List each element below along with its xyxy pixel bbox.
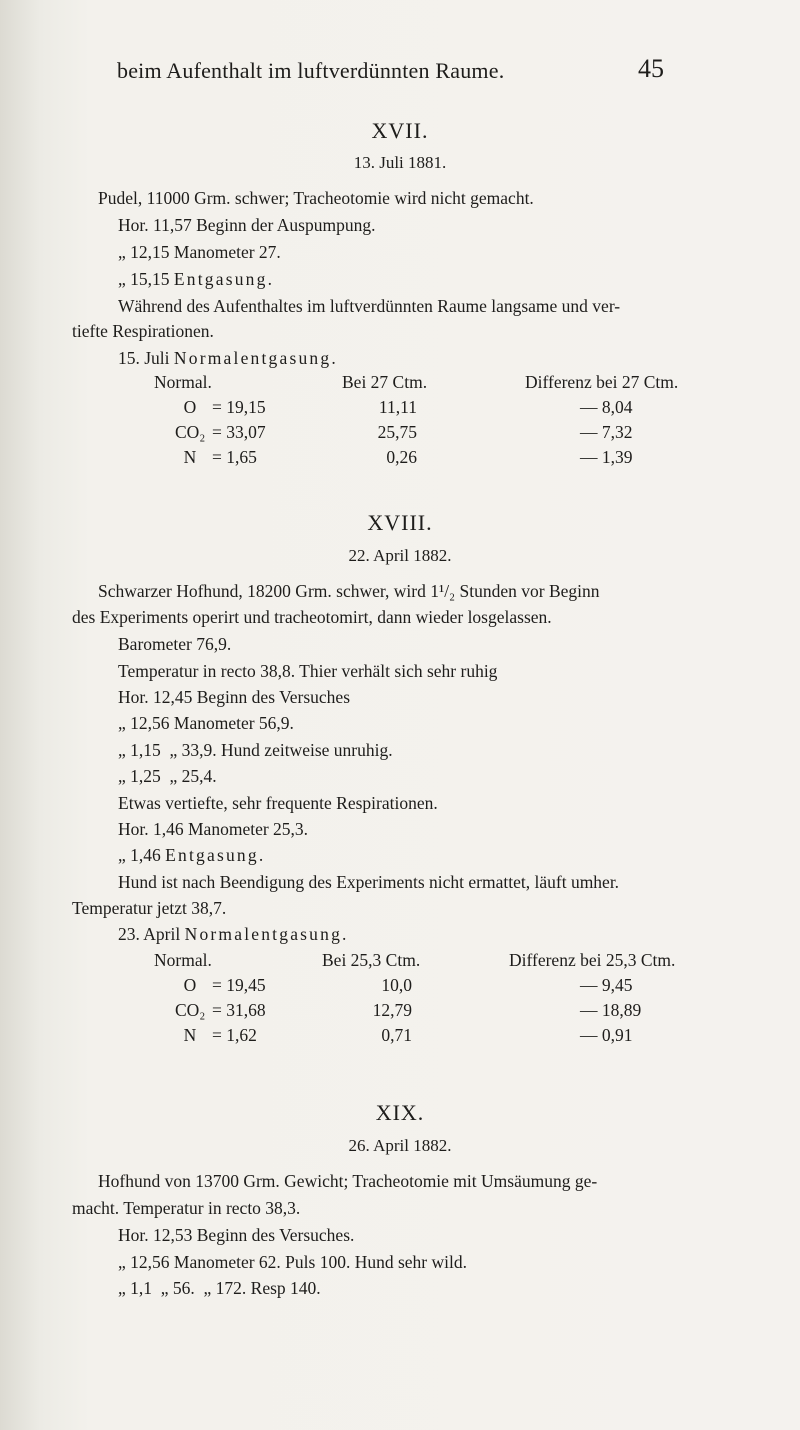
text-line: „ 12,15 Manometer 27. <box>118 242 281 262</box>
text-line: „ 1,25 „ 25,4. <box>118 766 217 786</box>
column-header: Differenz bei 25,3 Ctm. <box>509 950 676 970</box>
gas-label: N <box>183 1025 197 1045</box>
paragraph-line: macht. Temperatur in recto 38,3. <box>72 1198 301 1218</box>
date-prefix: 15. Juli <box>118 348 170 368</box>
column-header: Normal. <box>154 950 212 970</box>
column-header: Bei 25,3 Ctm. <box>322 950 421 970</box>
text-line: Hor. 1,46 Manometer 25,3. <box>118 819 309 839</box>
gas-label: CO₂ <box>175 1000 206 1020</box>
section-numeral: XVIII. <box>367 510 433 535</box>
experiment-date: 26. April 1882. <box>348 1136 452 1155</box>
column-header: Differenz bei 27 Ctm. <box>525 372 679 392</box>
text-line: „ 12,56 Manometer 56,9. <box>118 713 294 733</box>
normal-value: = 1,62 <box>212 1025 257 1045</box>
bei-value: 0,71 <box>381 1025 412 1045</box>
diff-value: — 7,32 <box>580 422 633 442</box>
gas-label: O <box>183 975 197 995</box>
section-numeral: XVII. <box>371 118 429 143</box>
normal-value: = 1,65 <box>212 447 257 467</box>
gas-label: O <box>183 397 197 417</box>
paragraph-line: tiefte Respirationen. <box>72 321 214 341</box>
bei-value: 0,26 <box>386 447 417 467</box>
normal-value: = 19,45 <box>212 975 266 995</box>
running-title: beim Aufenthalt im luftverdünnten Raume. <box>117 58 505 83</box>
text-line: „ 12,56 Manometer 62. Puls 100. Hund sehr wild. <box>118 1252 467 1272</box>
gas-table <box>0 372 800 482</box>
text-line: Barometer 76,9. <box>118 634 232 654</box>
paragraph-line: Temperatur jetzt 38,7. <box>72 898 227 918</box>
gas-label: CO₂ <box>175 422 206 442</box>
page-header <box>0 54 800 88</box>
normalentgasung-heading <box>118 348 338 369</box>
normalentgasung-heading <box>118 924 349 945</box>
time-entry: „ 15,15 <box>118 269 170 289</box>
text-line: Pudel, 11000 Grm. schwer; Tracheotomie wird nicht gemacht. <box>98 188 534 208</box>
bei-value: 11,11 <box>378 397 417 417</box>
text-line: „ 1,15 „ 33,9. Hund zeitweise unruhig. <box>118 740 393 760</box>
paragraph-line: Hund ist nach Beendigung des Experiments nicht ermattet, läuft umher. <box>118 872 620 892</box>
text-line <box>118 269 274 290</box>
normal-value: = 31,68 <box>212 1000 266 1020</box>
column-header: Normal. <box>154 372 212 392</box>
time-entry: „ 1,46 <box>118 845 161 865</box>
column-header: Bei 27 Ctm. <box>342 372 428 392</box>
section-numeral: XIX. <box>375 1100 425 1125</box>
diff-value: — 9,45 <box>580 975 633 995</box>
bei-value: 25,75 <box>377 422 417 442</box>
entgasung-label: Entgasung. <box>173 269 275 289</box>
paragraph-line: Hofhund von 13700 Grm. Gewicht; Tracheotomie mit Umsäumung ge- <box>98 1171 598 1191</box>
text-line: „ 1,1 „ 56. „ 172. Resp 140. <box>118 1278 321 1298</box>
diff-value: — 18,89 <box>580 1000 642 1020</box>
normal-value: = 19,15 <box>212 397 266 417</box>
text-line: Temperatur in recto 38,8. Thier verhält sich sehr ruhig <box>118 661 498 681</box>
experiment-date: 13. Juli 1881. <box>353 153 447 172</box>
diff-value: — 0,91 <box>580 1025 633 1045</box>
paragraph-line: des Experiments operirt und tracheotomirt, dann wieder losgelassen. <box>72 607 552 627</box>
text-line: Hor. 12,53 Beginn des Versuches. <box>118 1225 355 1245</box>
date-prefix: 23. April <box>118 924 181 944</box>
paragraph-line: Während des Aufenthaltes im luftverdünnten Raume langsame und ver- <box>118 296 621 316</box>
text-line: Hor. 12,45 Beginn des Versuches <box>118 687 351 707</box>
gas-table <box>0 950 800 1060</box>
experiment-date: 22. April 1882. <box>348 546 452 565</box>
entgasung-label: Entgasung. <box>165 845 266 865</box>
page-number: 45 <box>638 54 664 83</box>
diff-value: — 1,39 <box>580 447 633 467</box>
text-line <box>118 845 265 866</box>
diff-value: — 8,04 <box>580 397 633 417</box>
normalentgasung-label: Normalentgasung. <box>173 348 338 368</box>
bei-value: 12,79 <box>372 1000 412 1020</box>
normalentgasung-label: Normalentgasung. <box>184 924 349 944</box>
paragraph-line: Schwarzer Hofhund, 18200 Grm. schwer, wird 1¹/₂ Stunden vor Beginn <box>98 581 600 601</box>
text-line: Etwas vertiefte, sehr frequente Respirationen. <box>118 793 438 813</box>
bei-value: 10,0 <box>381 975 412 995</box>
gas-label: N <box>183 447 197 467</box>
text-line: Hor. 11,57 Beginn der Auspumpung. <box>118 215 376 235</box>
normal-value: = 33,07 <box>212 422 266 442</box>
